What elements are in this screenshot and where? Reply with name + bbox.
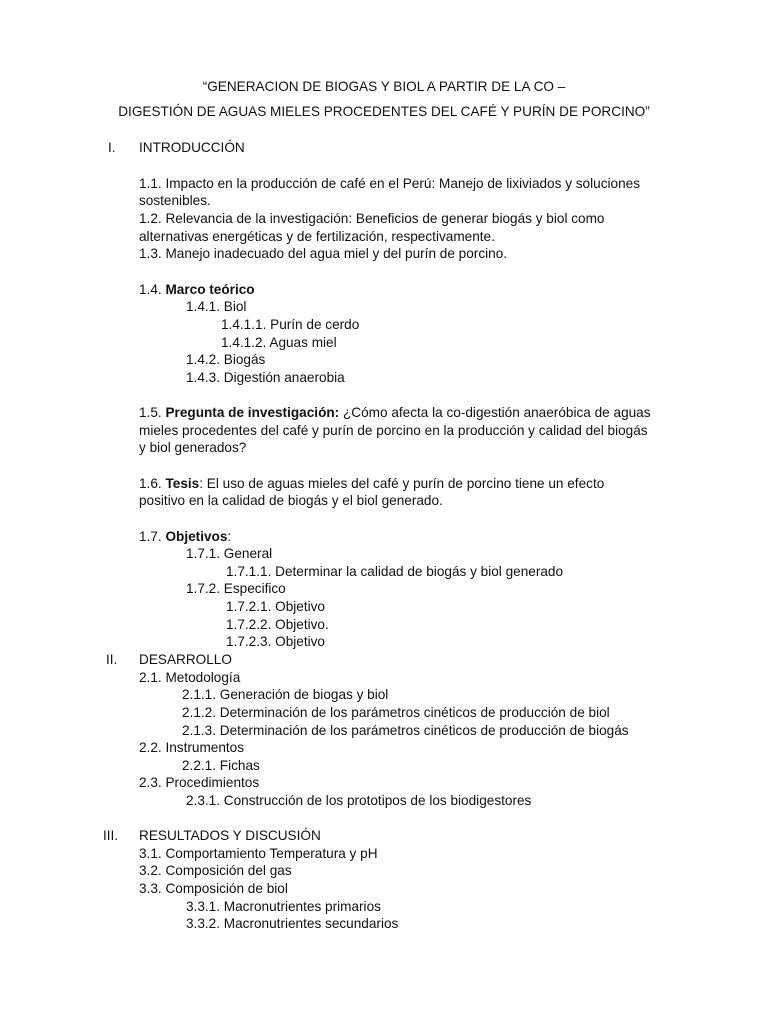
item-1-6-line-1 bbox=[139, 475, 604, 493]
item-2-1-1: 2.1.1. Generación de biogas y biol bbox=[182, 687, 389, 702]
item-1-6-line-2: positivo en la calidad de biogás y el biol generado. bbox=[139, 493, 443, 508]
item-2-3: 2.3. Procedimientos bbox=[139, 775, 260, 790]
item-1-6-text: : El uso de aguas mieles del café y purín de porcino tiene un efecto bbox=[199, 476, 605, 491]
item-1-7-2-1: 1.7.2.1. Objetivo bbox=[226, 599, 325, 614]
item-3-1: 3.1. Comportamiento Temperatura y pH bbox=[139, 846, 378, 861]
item-1-3: 1.3. Manejo inadecuado del agua miel y del purín de porcino. bbox=[139, 246, 508, 261]
item-1-4-2: 1.4.2. Biogás bbox=[186, 352, 266, 367]
item-1-5-text: ¿Cómo afecta la co-digestión anaeróbica de aguas bbox=[342, 405, 651, 420]
item-1-5-line-1 bbox=[139, 404, 651, 422]
item-1-1-line-2: sostenibles. bbox=[139, 193, 211, 208]
item-1-7-2-2: 1.7.2.2. Objetivo. bbox=[226, 617, 329, 632]
item-1-4-number: 1.4. bbox=[139, 282, 162, 297]
item-1-2-line-1: 1.2. Relevancia de la investigación: Beneficios de generar biogás y biol como bbox=[139, 211, 605, 226]
item-1-5-number: 1.5. bbox=[139, 405, 162, 420]
section-2-heading: DESARROLLO bbox=[139, 652, 232, 667]
item-3-2: 3.2. Composición del gas bbox=[139, 863, 292, 878]
item-1-4-1-2: 1.4.1.2. Aguas miel bbox=[221, 335, 337, 350]
item-1-1-line-1: 1.1. Impacto en la producción de café en el Perú: Manejo de lixiviados y soluciones bbox=[139, 176, 640, 191]
item-1-4 bbox=[139, 281, 255, 299]
item-2-2-1: 2.2.1. Fichas bbox=[182, 758, 260, 773]
item-1-7-2-3: 1.7.2.3. Objetivo bbox=[226, 634, 325, 649]
section-1-heading: INTRODUCCIÓN bbox=[139, 140, 245, 155]
section-1-number: I. bbox=[108, 140, 116, 155]
title-line-2: DIGESTIÓN DE AGUAS MIELES PROCEDENTES DEL CAFÉ Y PURÍN DE PORCINO” bbox=[118, 104, 650, 119]
item-1-5-line-2: mieles procedentes del café y purín de porcino en la producción y calidad del biogás bbox=[139, 423, 648, 438]
item-2-1-2: 2.1.2. Determinación de los parámetros cinéticos de producción de biol bbox=[182, 705, 610, 720]
item-1-7-number: 1.7. bbox=[139, 529, 162, 544]
section-3-heading: RESULTADOS Y DISCUSIÓN bbox=[139, 828, 321, 843]
item-2-3-1: 2.3.1. Construcción de los prototipos de los biodigestores bbox=[186, 793, 532, 808]
title-line-1: “GENERACION DE BIOGAS Y BIOL A PARTIR DE LA CO – bbox=[202, 79, 566, 94]
item-1-4-3: 1.4.3. Digestión anaerobia bbox=[186, 370, 345, 385]
item-3-3-2: 3.3.2. Macronutrientes secundarios bbox=[186, 916, 399, 931]
item-1-4-1: 1.4.1. Biol bbox=[186, 299, 247, 314]
item-1-2-line-2: alternativas energéticas y de fertilización, respectivamente. bbox=[139, 229, 495, 244]
item-1-4-heading: Marco teórico bbox=[165, 282, 255, 297]
item-1-7-colon: : bbox=[227, 529, 232, 544]
item-1-5-heading: Pregunta de investigación: bbox=[165, 405, 340, 420]
item-3-3: 3.3. Composición de biol bbox=[139, 881, 288, 896]
item-1-7-2: 1.7.2. Especifico bbox=[186, 581, 286, 596]
section-2-number: II. bbox=[106, 652, 118, 667]
item-3-3-1: 3.3.1. Macronutrientes primarios bbox=[186, 899, 381, 914]
item-1-5-line-3: y biol generados? bbox=[139, 440, 247, 455]
item-2-1: 2.1. Metodología bbox=[139, 670, 241, 685]
item-1-4-1-1: 1.4.1.1. Purín de cerdo bbox=[221, 317, 360, 332]
item-2-2: 2.2. Instrumentos bbox=[139, 740, 245, 755]
item-2-1-3: 2.1.3. Determinación de los parámetros cinéticos de producción de biogás bbox=[182, 723, 629, 738]
item-1-7-1: 1.7.1. General bbox=[186, 546, 273, 561]
item-1-7 bbox=[139, 528, 231, 546]
item-1-7-1-1: 1.7.1.1. Determinar la calidad de biogás y biol generado bbox=[226, 564, 564, 579]
section-3-number: III. bbox=[103, 828, 119, 843]
item-1-6-heading: Tesis bbox=[165, 476, 200, 491]
item-1-7-heading: Objetivos bbox=[165, 529, 228, 544]
item-1-6-number: 1.6. bbox=[139, 476, 162, 491]
